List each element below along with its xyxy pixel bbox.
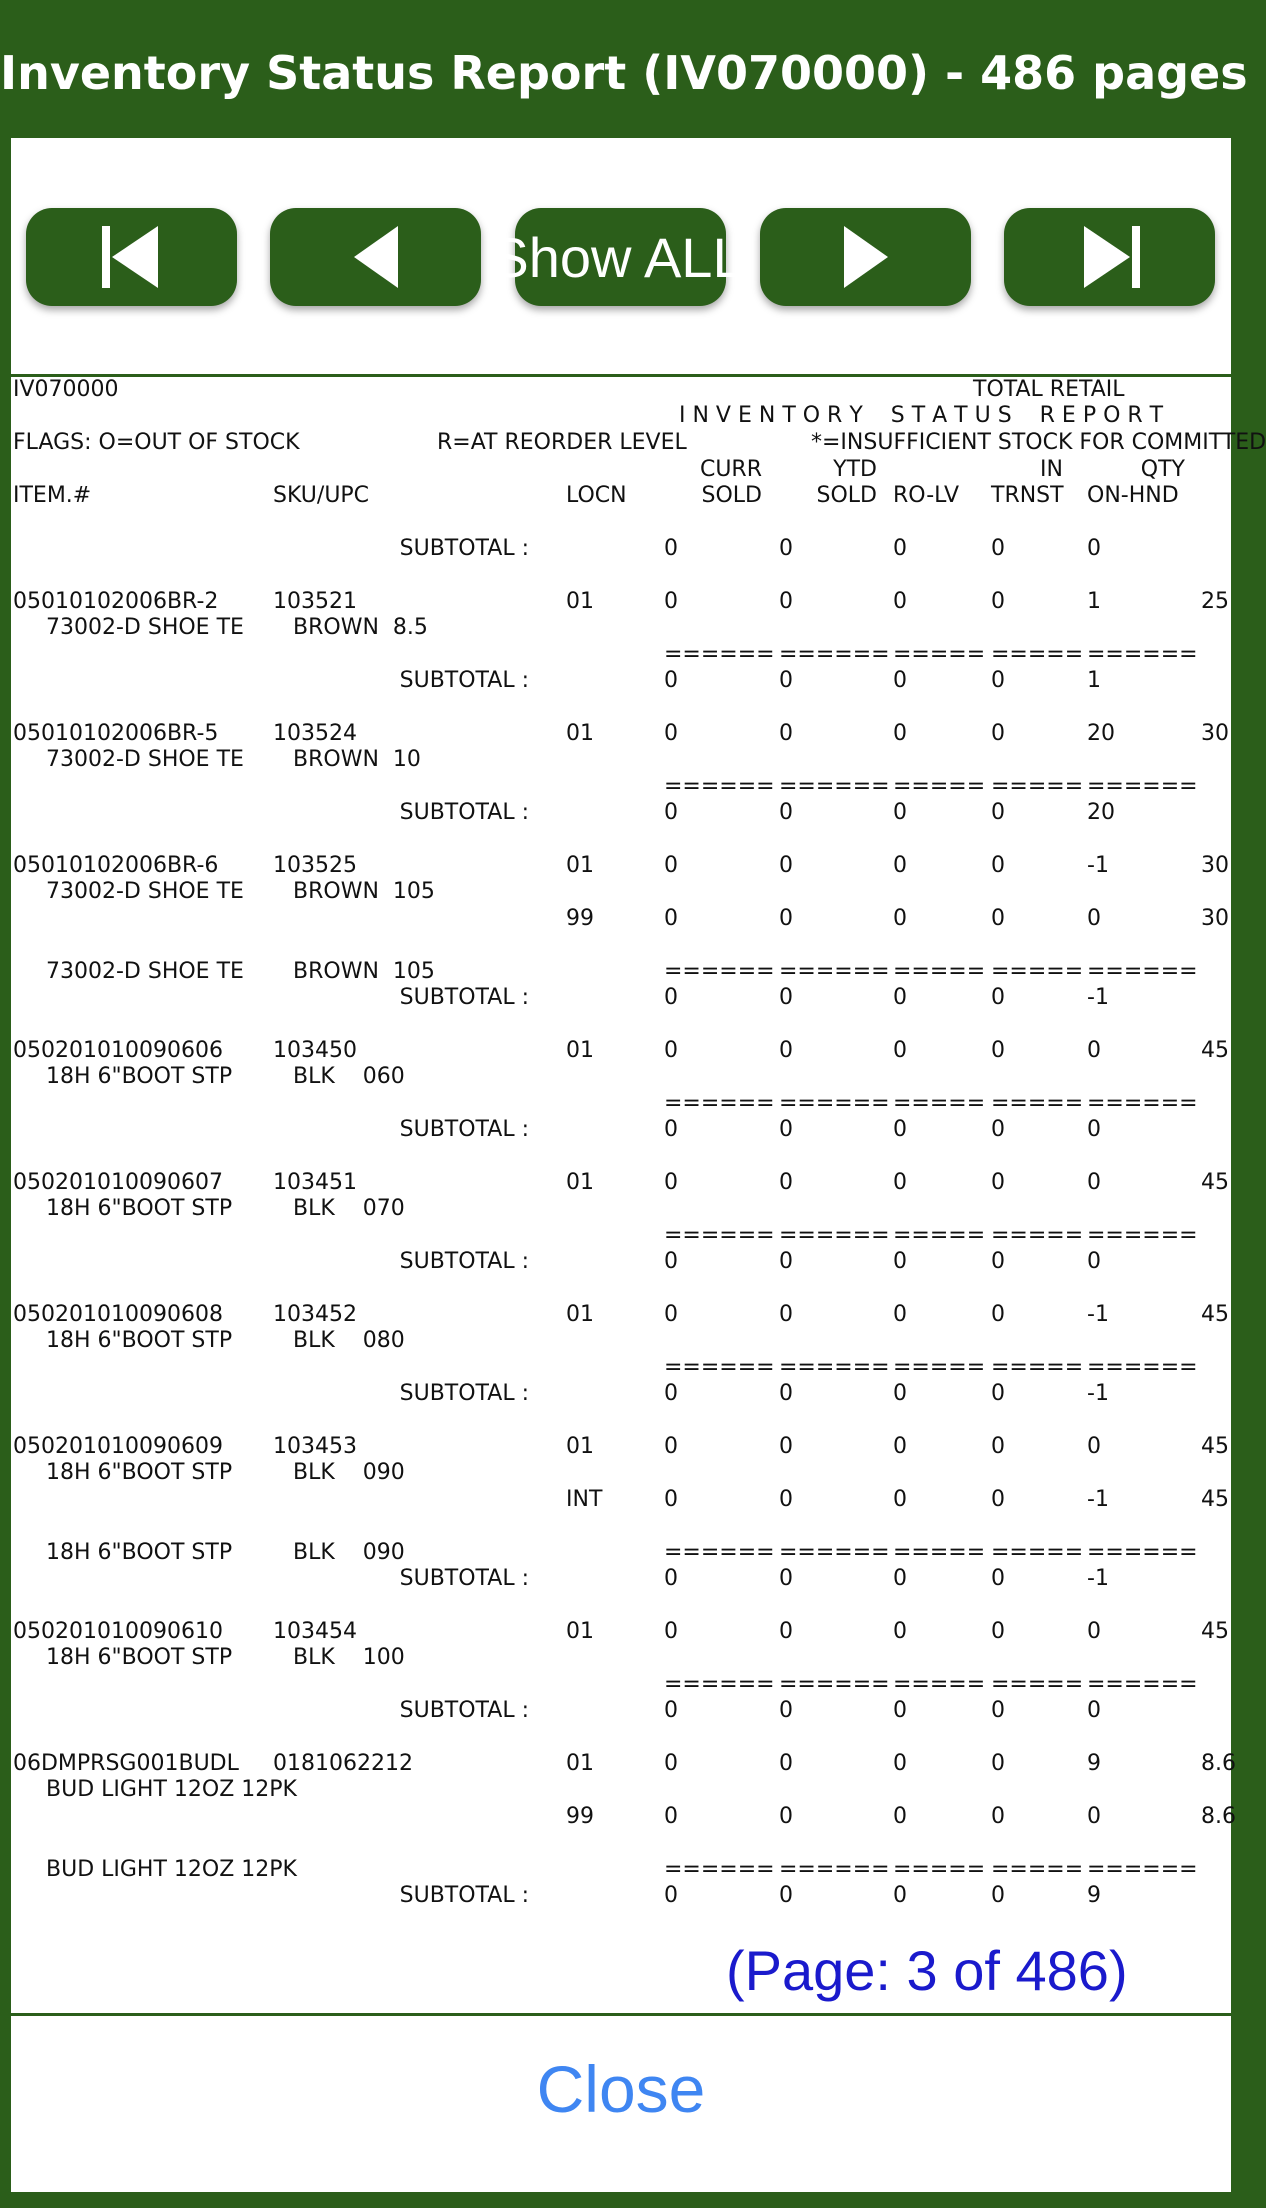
item-attributes: BLK 060 xyxy=(293,1064,405,1089)
line-ytd: 0 xyxy=(779,1487,793,1512)
line-curr: 0 xyxy=(664,721,678,746)
separator-rule: ====== xyxy=(1087,1857,1198,1882)
total-retail: 45 xyxy=(1201,1038,1229,1063)
subtotal-ytd: 0 xyxy=(779,800,793,825)
triangle-left-icon xyxy=(344,222,408,292)
total-retail: 30 xyxy=(1201,906,1229,931)
separator-rule: ===== xyxy=(991,774,1084,799)
item-number: 05010102006BR-5 xyxy=(13,721,219,746)
subtotal-qty: -1 xyxy=(1087,1381,1109,1406)
subtotal-intr: 0 xyxy=(991,1698,1005,1723)
report-title-bar: Inventory Status Report (IV070000) - 486 pages xyxy=(0,46,1248,100)
subtotal-intr: 0 xyxy=(991,1117,1005,1142)
separator-rule: ===== xyxy=(991,642,1084,667)
separator-rule: ====== xyxy=(779,642,890,667)
subtotal-qty: 20 xyxy=(1087,800,1115,825)
separator-rule: ===== xyxy=(893,1355,986,1380)
line-intr: 0 xyxy=(991,906,1005,931)
separator-rule: ====== xyxy=(664,642,775,667)
item-description: BUD LIGHT 12OZ 12PK xyxy=(46,1857,297,1882)
sku-upc: 103521 xyxy=(273,589,357,614)
location: 01 xyxy=(566,589,594,614)
subtotal-ytd: 0 xyxy=(779,536,793,561)
subtotal-curr: 0 xyxy=(664,985,678,1010)
item-number: 050201010090606 xyxy=(13,1038,223,1063)
separator-rule: ====== xyxy=(1087,642,1198,667)
separator-rule: ===== xyxy=(991,959,1084,984)
separator-rule: ====== xyxy=(664,774,775,799)
line-ytd: 0 xyxy=(779,1302,793,1327)
line-ytd: 0 xyxy=(779,589,793,614)
subtotal-qty: -1 xyxy=(1087,1566,1109,1591)
subtotal-label: SUBTOTAL : xyxy=(399,668,529,693)
subtotal-rolv: 0 xyxy=(893,1381,907,1406)
separator-rule: ====== xyxy=(779,1857,890,1882)
column-ytd-sold-bottom: SOLD xyxy=(816,483,877,508)
line-qty: 0 xyxy=(1087,1170,1101,1195)
subtotal-intr: 0 xyxy=(991,536,1005,561)
item-number: 050201010090609 xyxy=(13,1434,223,1459)
line-curr: 0 xyxy=(664,589,678,614)
separator-rule: ====== xyxy=(1087,1540,1198,1565)
separator-rule: ===== xyxy=(991,1672,1084,1697)
subtotal-intr: 0 xyxy=(991,1883,1005,1908)
subtotal-label: SUBTOTAL : xyxy=(399,1883,529,1908)
subtotal-qty: 0 xyxy=(1087,536,1101,561)
line-intr: 0 xyxy=(991,1038,1005,1063)
line-rolv: 0 xyxy=(893,589,907,614)
line-curr: 0 xyxy=(664,906,678,931)
subtotal-qty: 9 xyxy=(1087,1883,1101,1908)
column-qty-bottom: ON-HND xyxy=(1087,483,1179,508)
column-locn: LOCN xyxy=(566,483,627,508)
item-number: 06DMPRSG001BUDL xyxy=(13,1751,239,1776)
subtotal-intr: 0 xyxy=(991,800,1005,825)
triangle-right-icon xyxy=(834,222,898,292)
line-curr: 0 xyxy=(664,1434,678,1459)
column-curr-sold-top: CURR xyxy=(699,457,762,482)
line-qty: 0 xyxy=(1087,1619,1101,1644)
separator-rule: ===== xyxy=(991,1091,1084,1116)
separator-rule: ===== xyxy=(893,1857,986,1882)
show-all-button[interactable] xyxy=(491,208,744,306)
separator-rule: ===== xyxy=(893,1223,986,1248)
line-curr: 0 xyxy=(664,1619,678,1644)
separator-rule: ===== xyxy=(893,774,986,799)
subtotal-label: SUBTOTAL : xyxy=(399,1249,529,1274)
footer-bar xyxy=(11,2013,1231,2195)
subtotal-qty: 0 xyxy=(1087,1117,1101,1142)
subtotal-curr: 0 xyxy=(664,1566,678,1591)
subtotal-curr: 0 xyxy=(664,1381,678,1406)
column-in-transit-bottom: TRNST xyxy=(991,483,1064,508)
location: 01 xyxy=(566,1751,594,1776)
line-intr: 0 xyxy=(991,1804,1005,1829)
location: 01 xyxy=(566,1302,594,1327)
subtotal-ytd: 0 xyxy=(779,668,793,693)
line-rolv: 0 xyxy=(893,1302,907,1327)
total-retail: 30 xyxy=(1201,721,1229,746)
line-intr: 0 xyxy=(991,589,1005,614)
line-rolv: 0 xyxy=(893,1619,907,1644)
separator-rule: ===== xyxy=(893,1540,986,1565)
separator-rule: ===== xyxy=(991,1540,1084,1565)
subtotal-intr: 0 xyxy=(991,1381,1005,1406)
line-intr: 0 xyxy=(991,1751,1005,1776)
location: 01 xyxy=(566,1619,594,1644)
subtotal-label: SUBTOTAL : xyxy=(399,800,529,825)
close-button[interactable]: Close xyxy=(536,2052,706,2126)
report-heading: I N V E N T O R Y S T A T U S R E P O R T xyxy=(679,403,1164,428)
separator-rule: ===== xyxy=(991,1857,1084,1882)
line-curr: 0 xyxy=(664,1751,678,1776)
separator-rule: ====== xyxy=(1087,959,1198,984)
previous-page-button[interactable] xyxy=(270,208,481,306)
item-attributes: BLK 070 xyxy=(293,1196,405,1221)
subtotal-label: SUBTOTAL : xyxy=(399,985,529,1010)
skip-first-icon xyxy=(100,222,164,292)
separator-rule: ====== xyxy=(779,1223,890,1248)
location: 01 xyxy=(566,1434,594,1459)
line-rolv: 0 xyxy=(893,1487,907,1512)
subtotal-curr: 0 xyxy=(664,800,678,825)
separator-rule: ===== xyxy=(991,1223,1084,1248)
total-retail: 45 xyxy=(1201,1487,1229,1512)
report-panel xyxy=(11,138,1266,2192)
item-description: 18H 6"BOOT STP xyxy=(46,1645,233,1670)
line-curr: 0 xyxy=(664,1302,678,1327)
subtotal-rolv: 0 xyxy=(893,1883,907,1908)
subtotal-label: SUBTOTAL : xyxy=(399,1117,529,1142)
line-qty: -1 xyxy=(1087,853,1109,878)
column-sku: SKU/UPC xyxy=(273,483,370,508)
line-ytd: 0 xyxy=(779,1804,793,1829)
line-qty: -1 xyxy=(1087,1302,1109,1327)
line-qty: 1 xyxy=(1087,589,1101,614)
line-intr: 0 xyxy=(991,853,1005,878)
total-retail: 45 xyxy=(1201,1619,1229,1644)
line-intr: 0 xyxy=(991,1619,1005,1644)
line-rolv: 0 xyxy=(893,853,907,878)
line-curr: 0 xyxy=(664,1038,678,1063)
line-intr: 0 xyxy=(991,1302,1005,1327)
subtotal-ytd: 0 xyxy=(779,1117,793,1142)
line-curr: 0 xyxy=(664,1804,678,1829)
separator-rule: ====== xyxy=(1087,1223,1198,1248)
separator-rule: ===== xyxy=(991,1355,1084,1380)
item-number: 050201010090608 xyxy=(13,1302,223,1327)
location: 01 xyxy=(566,1038,594,1063)
item-description: 73002-D SHOE TE xyxy=(46,615,244,640)
subtotal-label: SUBTOTAL : xyxy=(399,1381,529,1406)
line-qty: -1 xyxy=(1087,1487,1109,1512)
subtotal-qty: 0 xyxy=(1087,1249,1101,1274)
item-description: 73002-D SHOE TE xyxy=(46,959,244,984)
flag-insufficient-stock: *=INSUFFICIENT STOCK FOR COMMITTED xyxy=(811,430,1266,455)
item-description: BUD LIGHT 12OZ 12PK xyxy=(46,1777,297,1802)
separator-rule: ====== xyxy=(664,1091,775,1116)
item-attributes: BROWN 105 xyxy=(293,879,435,904)
line-intr: 0 xyxy=(991,1434,1005,1459)
sku-upc: 103524 xyxy=(273,721,357,746)
line-ytd: 0 xyxy=(779,1038,793,1063)
subtotal-rolv: 0 xyxy=(893,668,907,693)
subtotal-label: SUBTOTAL : xyxy=(399,536,529,561)
item-attributes: BLK 100 xyxy=(293,1645,405,1670)
line-curr: 0 xyxy=(664,1487,678,1512)
subtotal-qty: 1 xyxy=(1087,668,1101,693)
column-in-transit-top: IN xyxy=(1040,457,1063,482)
flag-out-of-stock: FLAGS: O=OUT OF STOCK xyxy=(13,430,300,455)
column-qty-top: QTY xyxy=(1140,457,1185,482)
report-content xyxy=(11,377,1266,2149)
sku-upc: 103453 xyxy=(273,1434,357,1459)
total-retail: 45 xyxy=(1201,1434,1229,1459)
subtotal-rolv: 0 xyxy=(893,1566,907,1591)
line-ytd: 0 xyxy=(779,906,793,931)
total-retail: 25 xyxy=(1201,589,1229,614)
subtotal-ytd: 0 xyxy=(779,1883,793,1908)
subtotal-ytd: 0 xyxy=(779,1698,793,1723)
separator-rule: ====== xyxy=(664,1355,775,1380)
subtotal-rolv: 0 xyxy=(893,985,907,1010)
column-ytd-sold-top: YTD xyxy=(833,457,877,482)
location: 99 xyxy=(566,906,594,931)
separator-rule: ====== xyxy=(1087,774,1198,799)
item-attributes: BROWN 105 xyxy=(293,959,435,984)
total-retail-label: TOTAL RETAIL xyxy=(973,377,1125,402)
line-ytd: 0 xyxy=(779,853,793,878)
separator-rule: ====== xyxy=(779,1355,890,1380)
last-page-button[interactable] xyxy=(1004,208,1215,306)
column-ro-lv: RO-LV xyxy=(893,483,960,508)
line-ytd: 0 xyxy=(779,1170,793,1195)
item-number: 050201010090607 xyxy=(13,1170,223,1195)
subtotal-rolv: 0 xyxy=(893,1698,907,1723)
separator-rule: ====== xyxy=(779,1091,890,1116)
line-ytd: 0 xyxy=(779,1751,793,1776)
separator-rule: ===== xyxy=(893,642,986,667)
location: 01 xyxy=(566,1170,594,1195)
subtotal-rolv: 0 xyxy=(893,1117,907,1142)
total-retail: 45 xyxy=(1201,1170,1229,1195)
line-qty: 0 xyxy=(1087,1038,1101,1063)
flag-reorder-level: R=AT REORDER LEVEL xyxy=(437,430,687,455)
separator-rule: ====== xyxy=(664,1540,775,1565)
skip-last-icon xyxy=(1078,222,1142,292)
subtotal-curr: 0 xyxy=(664,1249,678,1274)
line-qty: 0 xyxy=(1087,1804,1101,1829)
separator-rule: ====== xyxy=(1087,1355,1198,1380)
subtotal-ytd: 0 xyxy=(779,1249,793,1274)
subtotal-rolv: 0 xyxy=(893,1249,907,1274)
item-attributes: BLK 090 xyxy=(293,1460,405,1485)
separator-rule: ===== xyxy=(893,959,986,984)
total-retail: 30 xyxy=(1201,853,1229,878)
subtotal-curr: 0 xyxy=(664,1883,678,1908)
separator-rule: ===== xyxy=(893,1091,986,1116)
subtotal-intr: 0 xyxy=(991,985,1005,1010)
subtotal-label: SUBTOTAL : xyxy=(399,1566,529,1591)
subtotal-curr: 0 xyxy=(664,536,678,561)
line-qty: 0 xyxy=(1087,906,1101,931)
subtotal-rolv: 0 xyxy=(893,536,907,561)
separator-rule: ====== xyxy=(664,1857,775,1882)
item-description: 18H 6"BOOT STP xyxy=(46,1196,233,1221)
line-ytd: 0 xyxy=(779,1619,793,1644)
item-attributes: BLK 080 xyxy=(293,1328,405,1353)
item-attributes: BLK 090 xyxy=(293,1540,405,1565)
line-qty: 0 xyxy=(1087,1434,1101,1459)
sku-upc: 103525 xyxy=(273,853,357,878)
sku-upc: 103452 xyxy=(273,1302,357,1327)
line-curr: 0 xyxy=(664,1170,678,1195)
subtotal-intr: 0 xyxy=(991,1566,1005,1591)
line-qty: 9 xyxy=(1087,1751,1101,1776)
total-retail: 45 xyxy=(1201,1302,1229,1327)
location: INT xyxy=(566,1487,603,1512)
line-rolv: 0 xyxy=(893,1751,907,1776)
subtotal-curr: 0 xyxy=(664,1698,678,1723)
line-ytd: 0 xyxy=(779,721,793,746)
subtotal-ytd: 0 xyxy=(779,985,793,1010)
line-rolv: 0 xyxy=(893,1038,907,1063)
subtotal-rolv: 0 xyxy=(893,800,907,825)
subtotal-label: SUBTOTAL : xyxy=(399,1698,529,1723)
line-rolv: 0 xyxy=(893,721,907,746)
separator-rule: ====== xyxy=(779,1540,890,1565)
sku-upc: 103451 xyxy=(273,1170,357,1195)
show-all-label: Show ALL xyxy=(491,225,744,289)
sku-upc: 103450 xyxy=(273,1038,357,1063)
separator-rule: ====== xyxy=(664,1672,775,1697)
separator-rule: ====== xyxy=(1087,1091,1198,1116)
column-curr-sold-bottom: SOLD xyxy=(701,483,762,508)
line-qty: 20 xyxy=(1087,721,1115,746)
line-rolv: 0 xyxy=(893,906,907,931)
location: 01 xyxy=(566,721,594,746)
first-page-button[interactable] xyxy=(26,208,237,306)
item-description: 73002-D SHOE TE xyxy=(46,747,244,772)
item-attributes: BROWN 8.5 xyxy=(293,615,428,640)
item-description: 18H 6"BOOT STP xyxy=(46,1328,233,1353)
line-rolv: 0 xyxy=(893,1170,907,1195)
pagination-toolbar xyxy=(11,138,1231,377)
line-intr: 0 xyxy=(991,1487,1005,1512)
location: 99 xyxy=(566,1804,594,1829)
subtotal-qty: 0 xyxy=(1087,1698,1101,1723)
subtotal-intr: 0 xyxy=(991,668,1005,693)
total-retail: 8.6 xyxy=(1201,1751,1236,1776)
separator-rule: ====== xyxy=(779,774,890,799)
subtotal-intr: 0 xyxy=(991,1249,1005,1274)
sku-upc: 103454 xyxy=(273,1619,357,1644)
subtotal-curr: 0 xyxy=(664,668,678,693)
column-item: ITEM.# xyxy=(13,483,92,508)
item-number: 050201010090610 xyxy=(13,1619,223,1644)
total-retail: 8.6 xyxy=(1201,1804,1236,1829)
next-page-button[interactable] xyxy=(760,208,971,306)
line-rolv: 0 xyxy=(893,1434,907,1459)
subtotal-qty: -1 xyxy=(1087,985,1109,1010)
subtotal-ytd: 0 xyxy=(779,1566,793,1591)
item-description: 18H 6"BOOT STP xyxy=(46,1540,233,1565)
separator-rule: ====== xyxy=(664,1223,775,1248)
item-description: 73002-D SHOE TE xyxy=(46,879,244,904)
line-ytd: 0 xyxy=(779,1434,793,1459)
separator-rule: ===== xyxy=(893,1672,986,1697)
item-description: 18H 6"BOOT STP xyxy=(46,1460,233,1485)
report-id: IV070000 xyxy=(13,377,119,402)
item-description: 18H 6"BOOT STP xyxy=(46,1064,233,1089)
line-rolv: 0 xyxy=(893,1804,907,1829)
line-intr: 0 xyxy=(991,721,1005,746)
line-intr: 0 xyxy=(991,1170,1005,1195)
subtotal-ytd: 0 xyxy=(779,1381,793,1406)
line-curr: 0 xyxy=(664,853,678,878)
separator-rule: ====== xyxy=(664,959,775,984)
location: 01 xyxy=(566,853,594,878)
separator-rule: ====== xyxy=(1087,1672,1198,1697)
subtotal-curr: 0 xyxy=(664,1117,678,1142)
separator-rule: ====== xyxy=(779,1672,890,1697)
separator-rule: ====== xyxy=(779,959,890,984)
sku-upc: 0181062212 xyxy=(273,1751,413,1776)
page-indicator: (Page: 3 of 486) xyxy=(726,1939,1128,2002)
item-attributes: BROWN 10 xyxy=(293,747,421,772)
item-number: 05010102006BR-6 xyxy=(13,853,219,878)
item-number: 05010102006BR-2 xyxy=(13,589,219,614)
